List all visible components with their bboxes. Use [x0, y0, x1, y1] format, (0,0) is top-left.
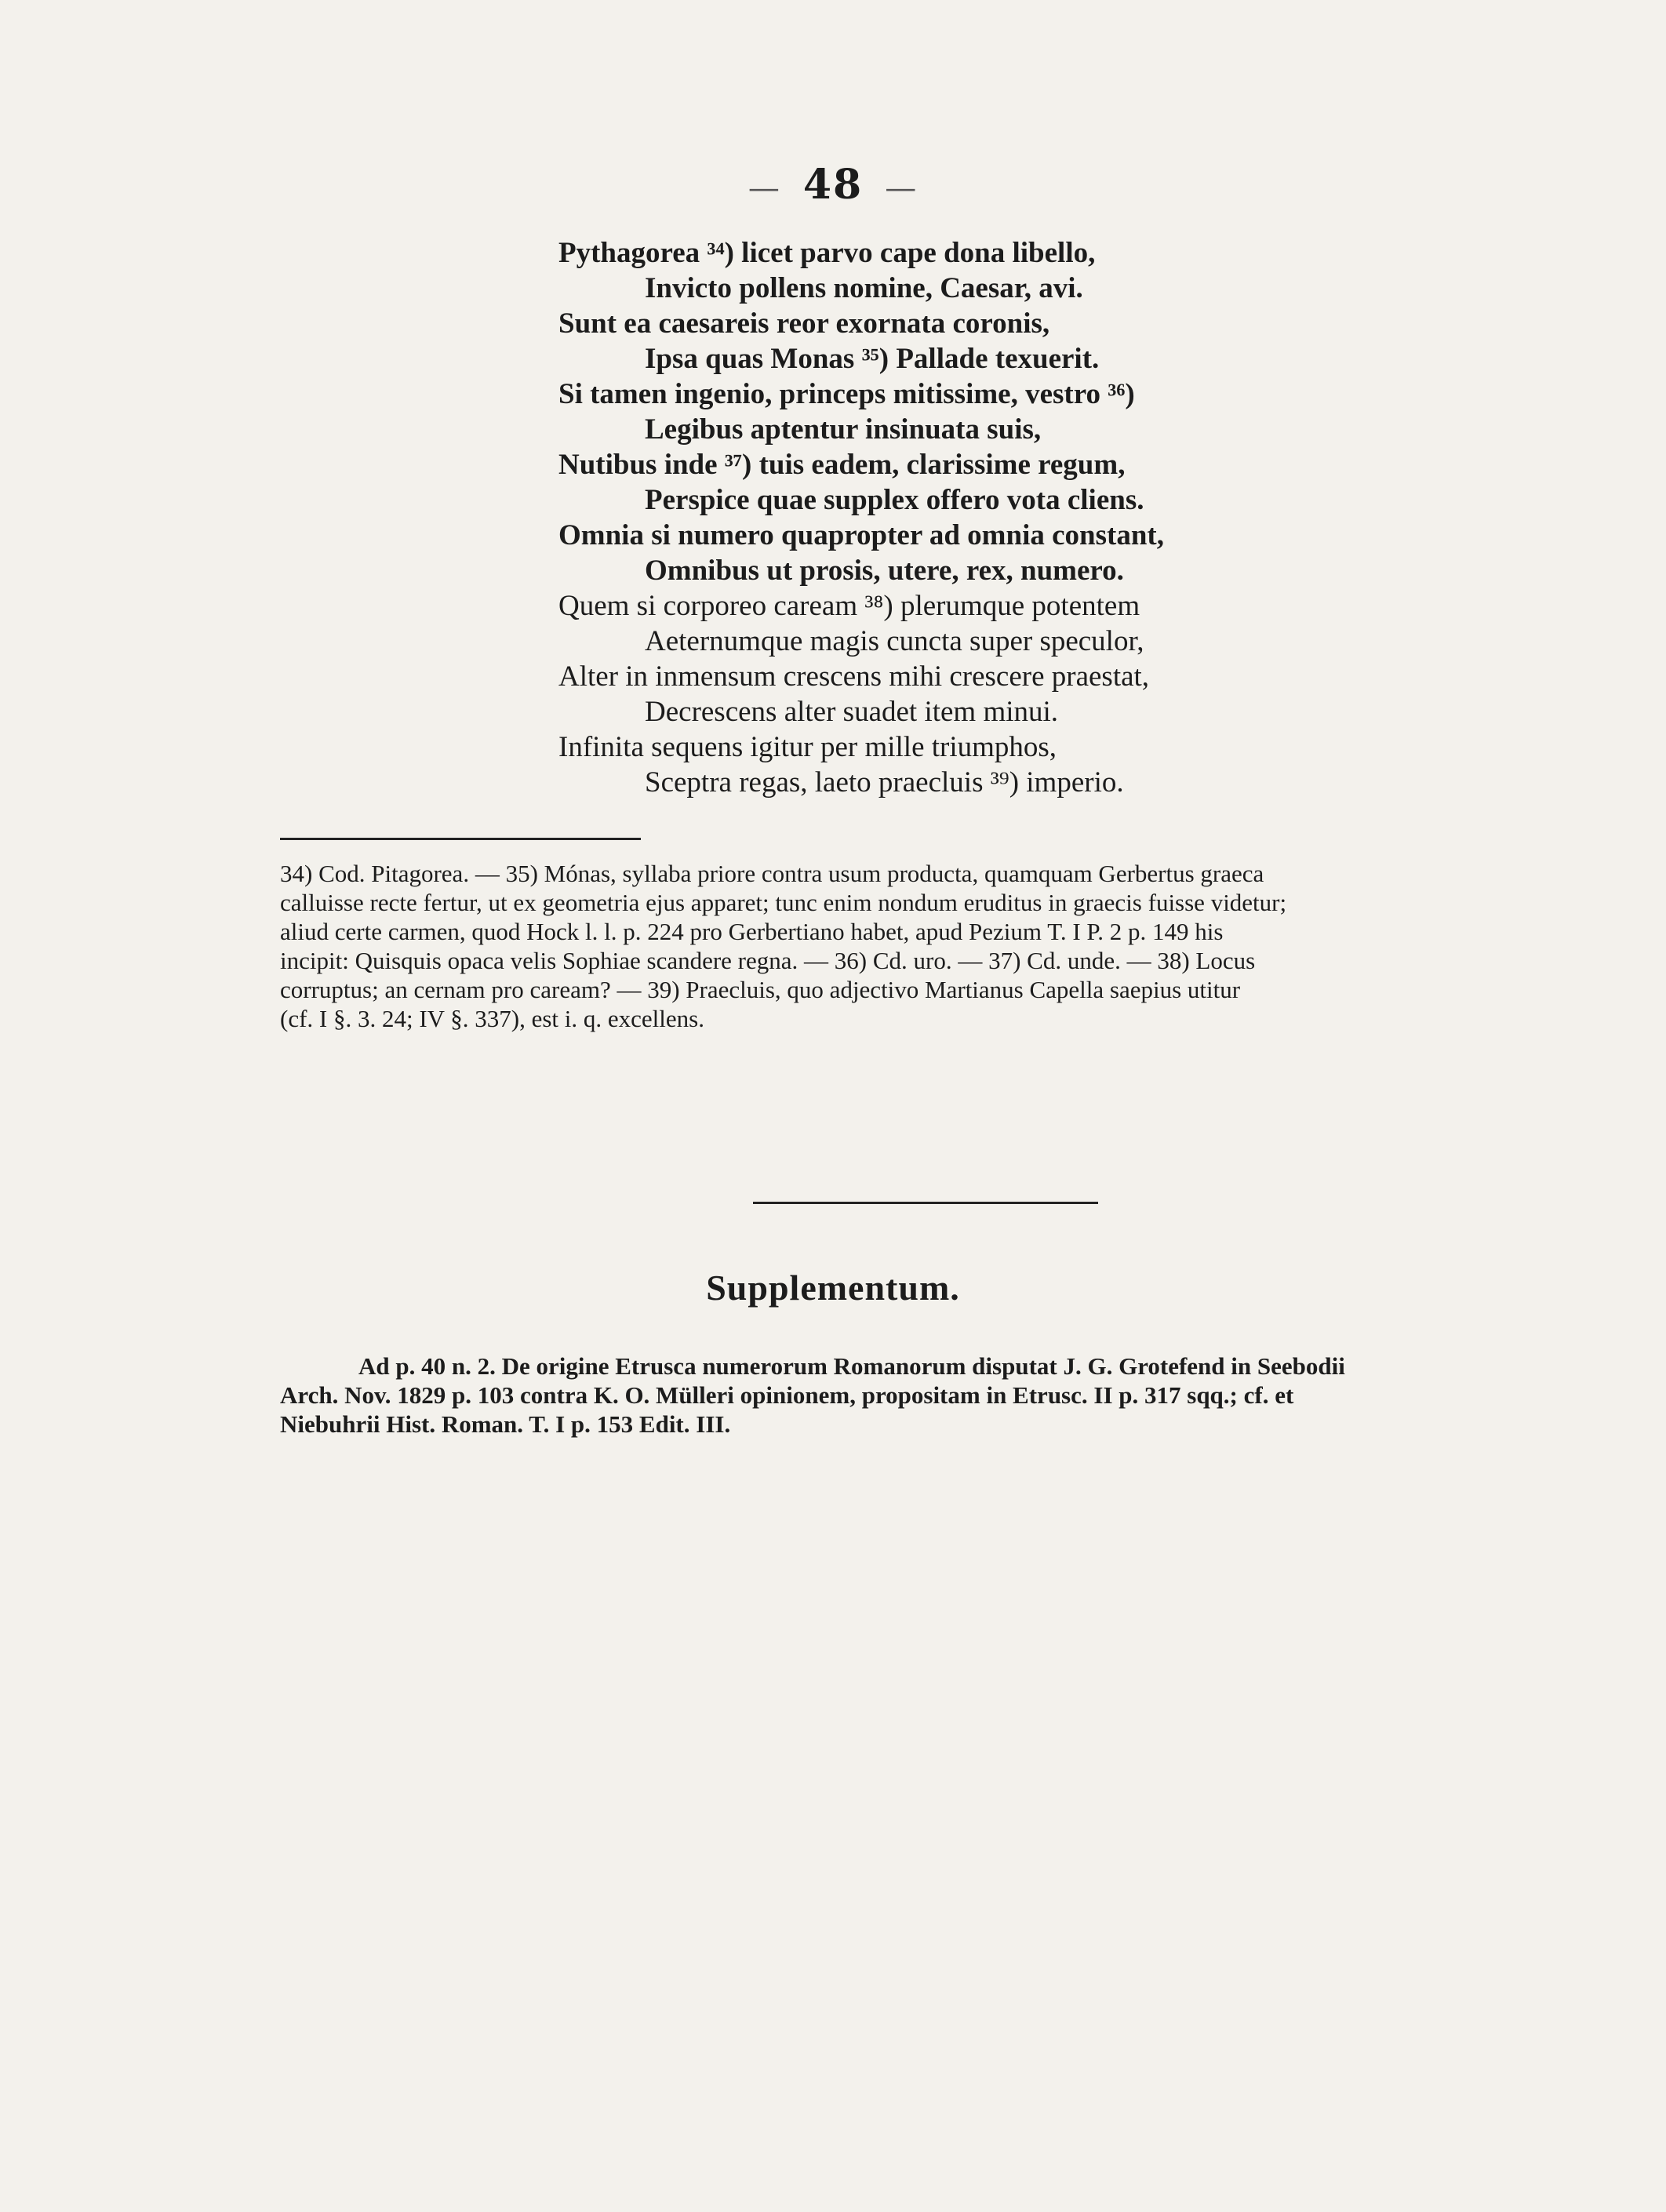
supplement-text	[280, 1352, 1586, 1439]
footnote-line: calluisse recte fertur, ut ex geometria ejus apparet; tunc enim nondum eruditus in graecis fuisse videtur;	[280, 889, 1287, 916]
footnotes	[280, 859, 1582, 1033]
footnote-line: incipit: Quisquis opaca velis Sophiae scandere regna. — 36) Cd. uro. — 37) Cd. unde. — 38) Locus	[280, 947, 1256, 974]
footnote-line: aliud certe carmen, quod Hock l. l. p. 224 pro Gerbertiano habet, apud Pezium T. I P. 2 p. 149 his	[280, 918, 1224, 945]
verse-line: Quem si corporeo caream ³⁸) plerumque potentem	[558, 590, 1140, 622]
page-number-dash-right: —	[885, 170, 918, 206]
verse-line: Infinita sequens igitur per mille triumphos,	[558, 731, 1057, 763]
footnote-rule	[280, 838, 641, 840]
section-rule	[753, 1202, 1098, 1204]
verse-line: Si tamen ingenio, princeps mitissime, vestro ³⁶)	[558, 378, 1135, 410]
verse-line: Omnibus ut prosis, utere, rex, numero.	[645, 555, 1124, 587]
verse-line: Alter in inmensum crescens mihi crescere praestat,	[558, 660, 1150, 693]
verse-line: Aeternumque magis cuncta super speculor,	[645, 625, 1144, 657]
footnote-line: (cf. I §. 3. 24; IV §. 337), est i. q. excellens.	[280, 1005, 704, 1032]
footnote-line: 34) Cod. Pitagorea. — 35) Mónas, syllaba priore contra usum producta, quamquam Gerbertus graeca	[280, 860, 1264, 887]
verse-line: Pythagorea ³⁴) licet parvo cape dona libello,	[558, 237, 1096, 269]
verse-line: Ipsa quas Monas ³⁵) Pallade texuerit.	[645, 343, 1100, 375]
footnote-line: corruptus; an cernam pro caream? — 39) Praecluis, quo adjectivo Martianus Capella saepius utitur	[280, 976, 1241, 1003]
verse-line: Sunt ea caesareis reor exornata coronis,	[558, 307, 1050, 340]
page-number-value: 48	[802, 161, 864, 209]
supplement-line: Ad p. 40 n. 2. De origine Etrusca numerorum Romanorum disputat J. G. Grotefend in Seebodii	[358, 1352, 1345, 1380]
verse-line: Nutibus inde ³⁷) tuis eadem, clarissime regum,	[558, 449, 1126, 481]
section-title: Supplementum.	[706, 1268, 960, 1308]
verse-line: Legibus aptentur insinuata suis,	[645, 413, 1042, 446]
poem	[558, 235, 1421, 800]
verse-line: Decrescens alter suadet item minui.	[645, 696, 1059, 728]
supplement-line: Niebuhrii Hist. Roman. T. I p. 153 Edit. III.	[280, 1410, 731, 1438]
supplement-line: Arch. Nov. 1829 p. 103 contra K. O. Mülleri opinionem, propositam in Etrusc. II p. 317 sqq.; cf. et	[280, 1381, 1294, 1409]
verse-line: Sceptra regas, laeto praecluis ³⁹) imperio.	[645, 766, 1124, 799]
page-number	[0, 161, 1666, 209]
bleed-through-bottom	[259, 1020, 1655, 1883]
verse-line: Invicto pollens nomine, Caesar, avi.	[645, 272, 1083, 304]
verse-line: Omnia si numero quapropter ad omnia constant,	[558, 519, 1164, 551]
page-number-dash-left: —	[748, 170, 781, 206]
verse-line: Perspice quae supplex offero vota cliens.	[645, 484, 1144, 516]
